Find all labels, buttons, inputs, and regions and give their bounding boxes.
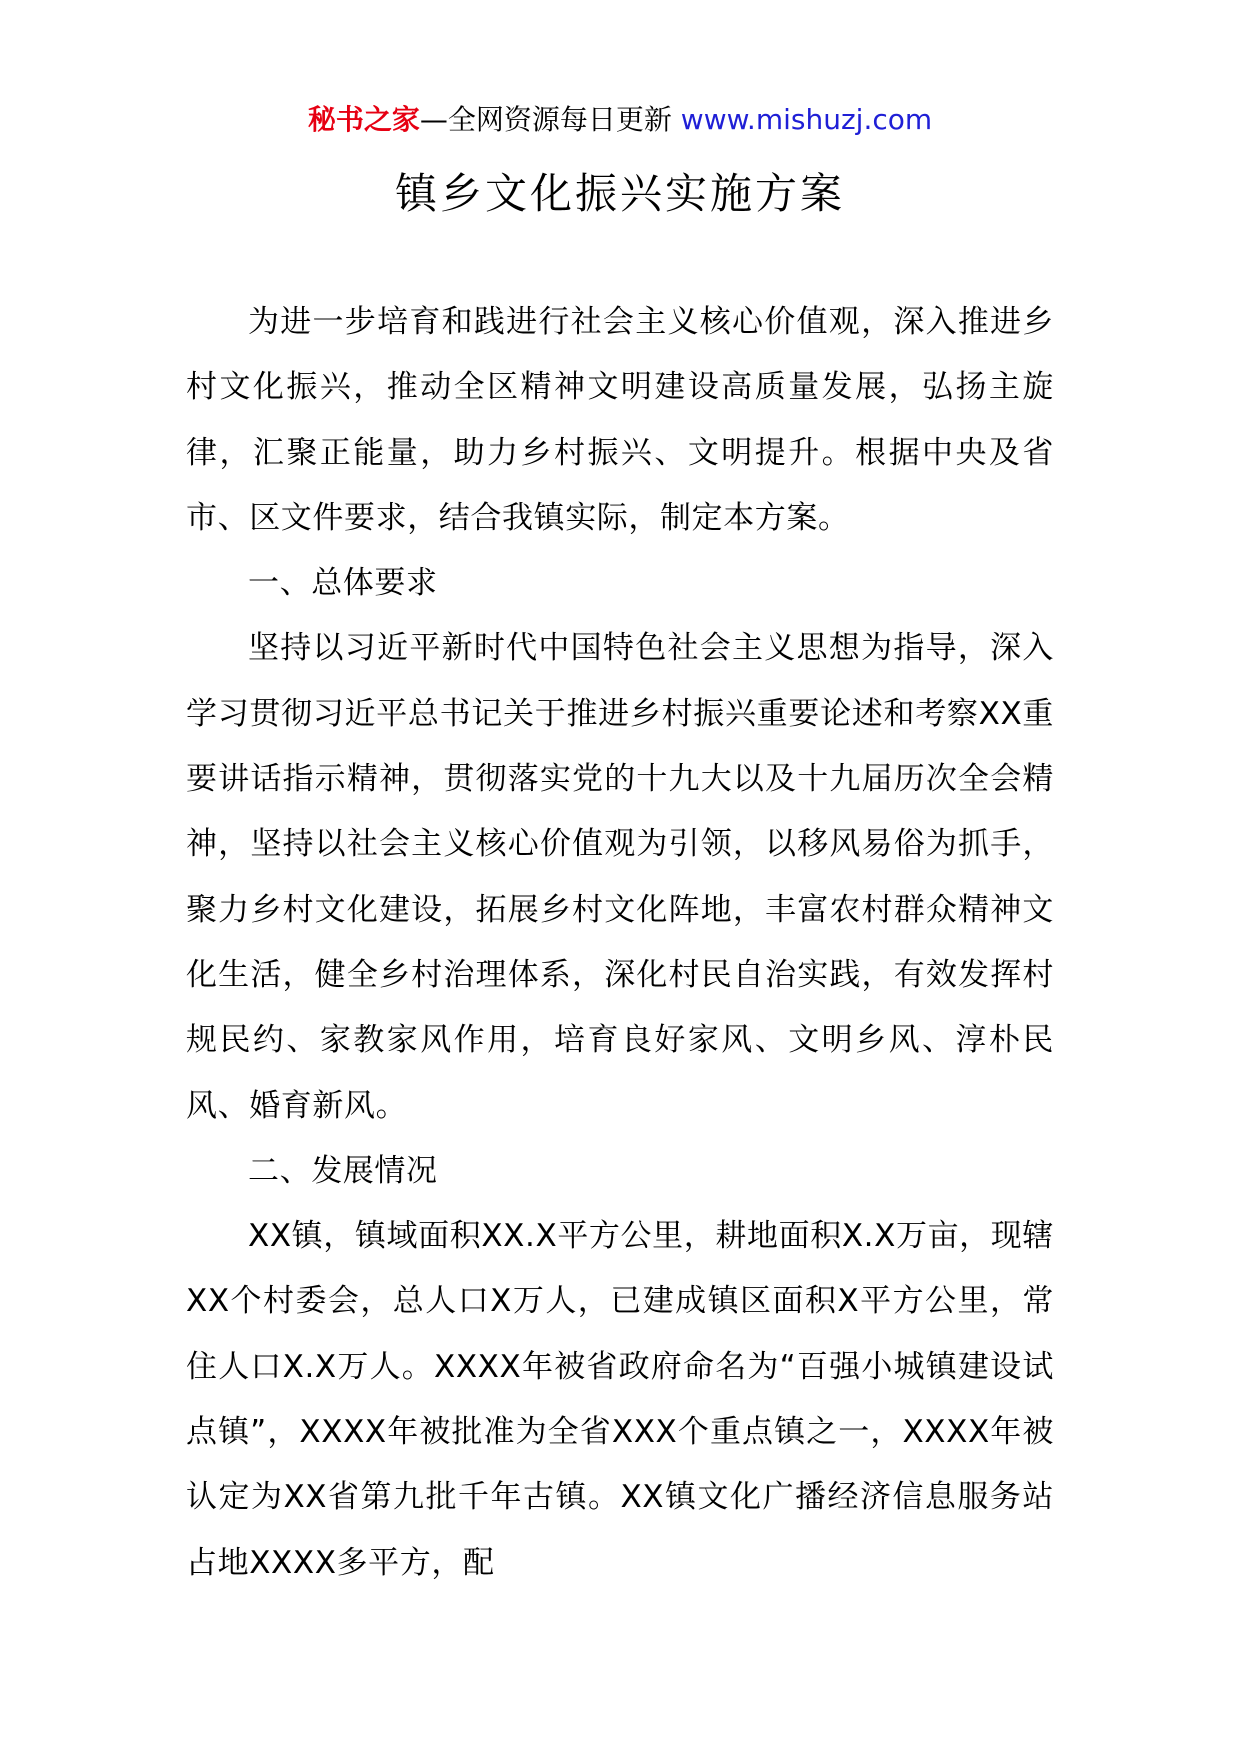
general-requirements-paragraph: 坚持以习近平新时代中国特色社会主义思想为指导，深入学习贯彻习近平总书记关于推进乡村振兴重要论述和考察XX重要讲话指示精神，贯彻落实党的十九大以及十九届历次全会精神，坚持以社会主义核心价值观为引领，以移风易俗为抓手，聚力乡村文化建设，拓展乡村文化阵地，丰富农村群众精神文化生活，健全乡村治理体系，深化村民自治实践，有效发挥村规民约、家教家风作用，培育良好家风、文明乡风、淳朴民风、婚育新风。 — [186, 630, 1054, 1124]
section-heading-general-requirements: 一、总体要求 — [248, 565, 438, 602]
section-heading-development-status: 二、发展情况 — [248, 1152, 438, 1189]
header-slogan: —全网资源每日更新 — [419, 103, 672, 136]
site-url-link[interactable]: www.mishuzj.com — [680, 103, 933, 136]
development-status-paragraph: XX镇，镇域面积XX.X平方公里，耕地面积X.X万亩，现辖XX个村委会，总人口X万人，已建成镇区面积X平方公里，常住人口X.X万人。XXXX年被省政府命名为“百强小城镇建设试点镇”，XXXX年被批准为全省XXX个重点镇之一，XXXX年被认定为XX省第九批千年古镇。XX镇文化广播经济信息服务站占地XXXX多平方，配 — [186, 1218, 1054, 1581]
brand-name: 秘书之家 — [307, 103, 420, 136]
intro-paragraph: 为进一步培育和践进行社会主义核心价值观，深入推进乡村文化振兴，推动全区精神文明建设高质量发展，弘扬主旋律，汇聚正能量，助力乡村振兴、文明提升。根据中央及省市、区文件要求，结合我镇实际，制定本方案。 — [186, 304, 1054, 536]
document-title: 镇乡文化振兴实施方案 — [394, 169, 845, 218]
site-header — [0, 100, 1240, 140]
document-body — [186, 290, 1054, 1596]
